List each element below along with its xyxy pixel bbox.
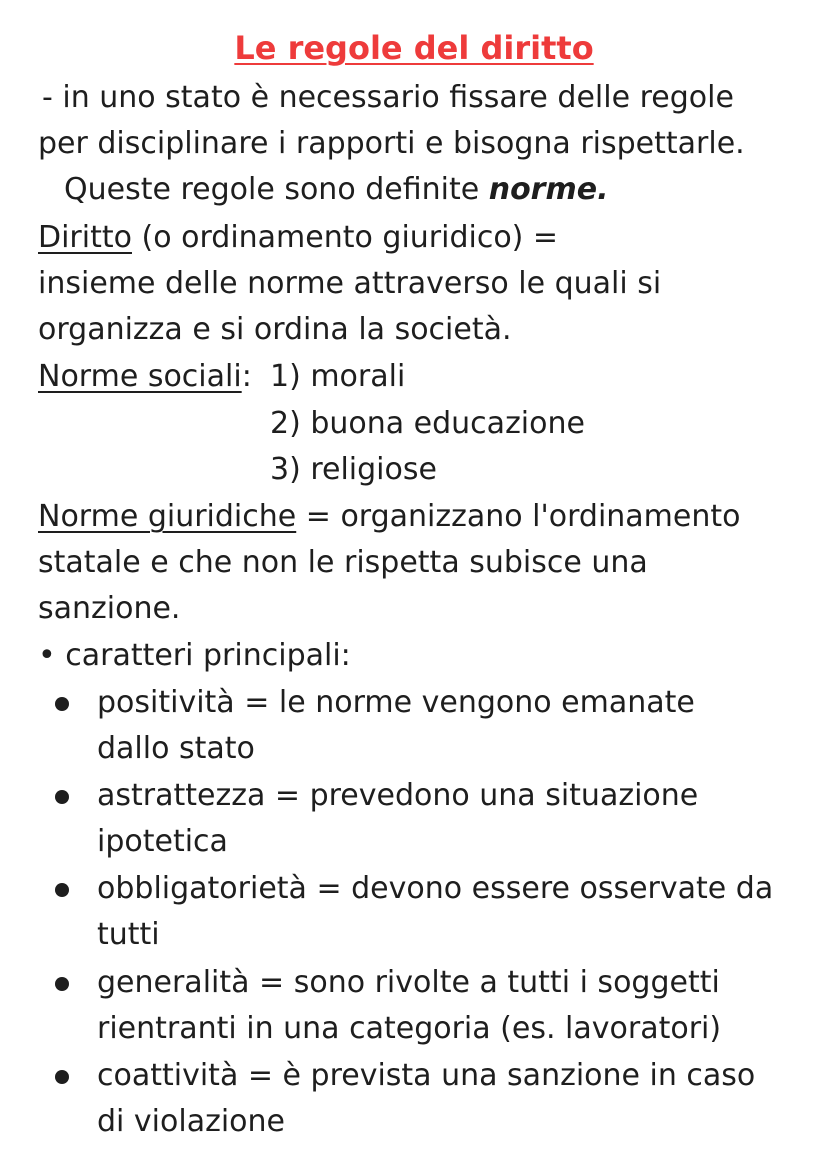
norme-sociali-colon: : [241, 359, 252, 394]
bullet-icon [55, 790, 69, 804]
intro-line-3-text: Queste regole sono definite [64, 172, 489, 207]
bullet-icon [55, 883, 69, 897]
norme-sociali-term: Norme sociali [38, 359, 242, 394]
list-item-line-1: obbligatorietà = devono essere osservate da [97, 871, 774, 906]
intro-line-2: per disciplinare i rapporti e bisogna rispettarle. [38, 126, 745, 161]
norme-emphasis: norme. [488, 172, 609, 207]
bullet-icon [55, 977, 69, 991]
diritto-def-line-1: insieme delle norme attraverso le quali si [38, 266, 662, 301]
norme-giuridiche-rest: = organizzano l'ordinamento [296, 499, 741, 534]
diritto-heading [38, 218, 558, 258]
list-item-line-2: rientranti in una categoria (es. lavoratori) [97, 1011, 722, 1046]
caratteri-heading: • caratteri principali: [38, 638, 351, 673]
norme-sociali-item: 2) buona educazione [270, 406, 585, 441]
list-item-line-2: dallo stato [97, 731, 255, 766]
bullet-icon [55, 697, 69, 711]
norme-giuridiche-line-2: statale e che non le rispetta subisce una [38, 545, 648, 580]
norme-sociali-item: 1) morali [270, 359, 406, 394]
norme-giuridiche-line-3: sanzione. [38, 591, 181, 626]
norme-sociali-item: 3) religiose [270, 452, 437, 487]
norme-sociali-heading [38, 357, 252, 397]
diritto-def-line-2: organizza e si ordina la società. [38, 312, 512, 347]
page-title: Le regole del diritto [234, 29, 594, 67]
list-item-line-1: generalità = sono rivolte a tutti i soggetti [97, 965, 720, 1000]
list-item-line-1: positività = le norme vengono emanate [97, 685, 695, 720]
list-item-line-2: tutti [97, 917, 160, 952]
diritto-rest: (o ordinamento giuridico) = [131, 220, 559, 255]
list-item-line-2: di violazione [97, 1104, 285, 1139]
list-item-line-1: astrattezza = prevedono una situazione [97, 778, 699, 813]
intro-line-3 [64, 170, 608, 210]
norme-giuridiche-heading [38, 497, 741, 537]
list-item-line-2: ipotetica [97, 824, 228, 859]
intro-line-1: - in uno stato è necessario fissare delle regole [42, 80, 734, 115]
diritto-term: Diritto [38, 220, 132, 255]
norme-giuridiche-term: Norme giuridiche [38, 499, 297, 534]
list-item-line-1: coattività = è prevista una sanzione in caso [97, 1058, 756, 1093]
bullet-icon [55, 1070, 69, 1084]
